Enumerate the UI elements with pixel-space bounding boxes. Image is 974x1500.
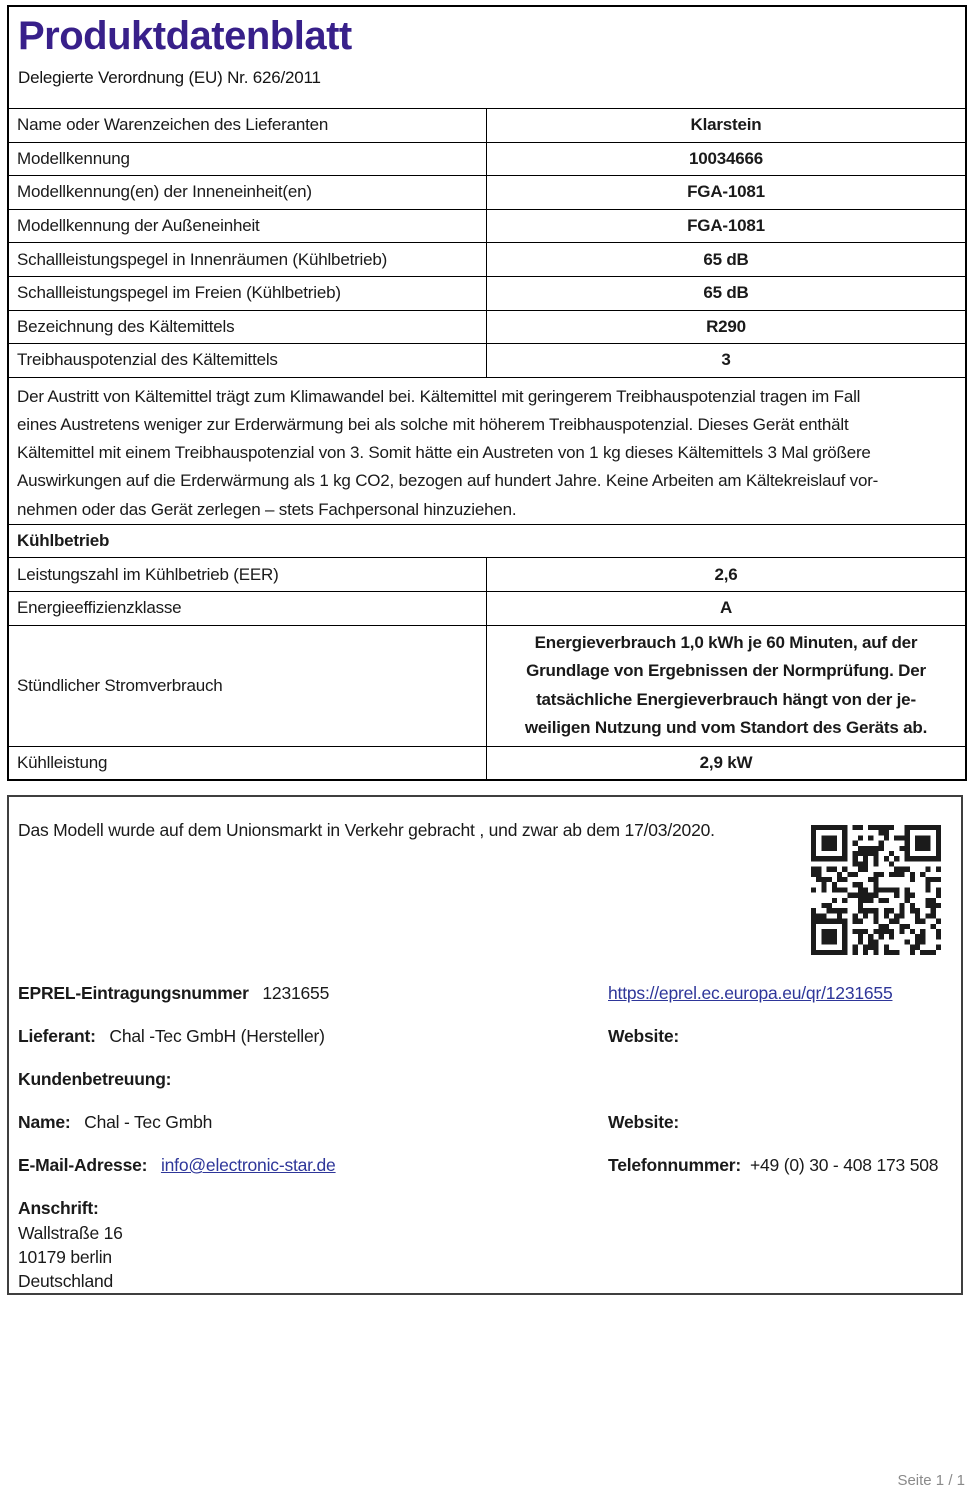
row-value: FGA-1081: [687, 216, 765, 236]
table-row: [9, 175, 965, 209]
row-label: Kühlleistung: [9, 747, 487, 780]
page-number: Seite 1 / 1: [897, 1472, 965, 1489]
customer-service-row: [18, 1069, 952, 1091]
row-value: R290: [706, 316, 746, 336]
website-label: Website:: [608, 1112, 680, 1132]
note-line: Kältemittel mit einem Treibhauspotenzial von 3. Somit hätte ein Austreten von 1 kg dieses Kältemittels 3 Mal größere: [17, 443, 871, 463]
row-label: Schallleistungspegel im Freien (Kühlbetrieb): [9, 277, 487, 310]
supplier-value: Chal -Tec GmbH (Hersteller): [109, 1026, 325, 1046]
row-value: FGA-1081: [687, 182, 765, 202]
eprel-label: EPREL-Eintragungsnummer: [18, 983, 249, 1003]
row-value: 3: [721, 350, 731, 370]
note-line: eines Austretens weniger zur Erderwärmung bei als solche mit höherem Treibhauspotenzial. Dieses Gerät enthält: [17, 414, 849, 434]
title-block: [9, 7, 965, 108]
row-value: 10034666: [688, 148, 764, 168]
row-value: 2,9 kW: [699, 752, 753, 772]
value-line: tatsächliche Energieverbrauch hängt von der je-: [536, 689, 916, 709]
row-value: 65 dB: [703, 283, 749, 303]
phone-label: Telefonnummer:: [608, 1155, 741, 1175]
spec-table: [7, 5, 967, 781]
row-label: Leistungszahl im Kühlbetrieb (EER): [9, 558, 487, 591]
page-subtitle: Delegierte Verordnung (EU) Nr. 626/2011: [18, 68, 321, 87]
table-row: [9, 108, 965, 142]
row-label: Modellkennung(en) der Inneneinheit(en): [9, 176, 487, 209]
qr-code: [811, 825, 941, 955]
row-value: A: [719, 598, 733, 618]
contact-name-row: [18, 1112, 952, 1134]
section-title: Kühlbetrieb: [17, 531, 110, 551]
row-label: Stündlicher Stromverbrauch: [9, 626, 487, 746]
row-value: [487, 629, 965, 743]
note-line: Auswirkungen auf die Erderwärmung als 1 kg CO2, bezogen auf hundert Jahre. Keine Arbeiten am Kältekreislauf vor-: [17, 471, 879, 491]
address-line: Wallstraße 16: [18, 1223, 123, 1243]
table-row: [9, 242, 965, 276]
table-row: [9, 276, 965, 310]
row-label: Name oder Warenzeichen des Lieferanten: [9, 109, 487, 142]
supplier-row: [18, 1026, 952, 1048]
email-link[interactable]: info@electronic-star.de: [160, 1155, 336, 1175]
name-value: Chal - Tec Gmbh: [84, 1112, 213, 1132]
value-line: Grundlage von Ergebnissen der Normprüfung. Der: [526, 661, 926, 681]
row-label: Treibhauspotenzial des Kältemittels: [9, 344, 487, 377]
table-row: [9, 625, 965, 746]
section-header-kuehlbetrieb: [9, 524, 965, 558]
note-line: nehmen oder das Gerät zerlegen – stets Fachpersonal hinzuziehen.: [17, 499, 517, 519]
row-label: Schallleistungspegel in Innenräumen (Kühlbetrieb): [9, 243, 487, 276]
email-row: [18, 1155, 952, 1177]
table-row: [9, 142, 965, 176]
row-label: Modellkennung: [9, 143, 487, 176]
row-value: Klarstein: [690, 115, 762, 135]
address-line: 10179 berlin: [18, 1247, 112, 1267]
page-title: Produktdatenblatt: [18, 14, 352, 58]
name-label: Name:: [18, 1112, 71, 1132]
address-header-row: [18, 1198, 952, 1220]
customer-service-label: Kundenbetreuung:: [18, 1069, 172, 1089]
table-row: [9, 209, 965, 243]
website-label: Website:: [608, 1026, 680, 1046]
row-label: Bezeichnung des Kältemittels: [9, 311, 487, 344]
value-line: weiligen Nutzung und vom Standort des Geräts ab.: [524, 718, 928, 738]
table-row: [9, 591, 965, 625]
value-line: Energieverbrauch 1,0 kWh je 60 Minuten, auf der: [534, 632, 918, 652]
row-label: Modellkennung der Außeneinheit: [9, 210, 487, 243]
supplier-label: Lieferant:: [18, 1026, 96, 1046]
row-value: 65 dB: [703, 249, 749, 269]
refrigerant-gwp-note: [9, 377, 965, 524]
table-row: [9, 310, 965, 344]
address-label: Anschrift:: [18, 1198, 99, 1218]
row-value: 2,6: [714, 564, 738, 584]
address-line: Deutschland: [18, 1271, 114, 1291]
row-label: Energieeffizienzklasse: [9, 592, 487, 625]
eprel-link[interactable]: https://eprel.ec.europa.eu/qr/1231655: [608, 983, 893, 1003]
phone: [608, 1155, 938, 1176]
email-label: E-Mail-Adresse:: [18, 1155, 148, 1175]
table-row: [9, 343, 965, 377]
eprel-row: [18, 983, 952, 1005]
market-info-box: [7, 795, 963, 1295]
placed-on-market-text: Das Modell wurde auf dem Unionsmarkt in Verkehr gebracht , und zwar ab dem 17/03/2020.: [18, 820, 715, 840]
table-row: [9, 746, 965, 780]
eprel-number: 1231655: [262, 983, 330, 1003]
phone-value: +49 (0) 30 - 408 173 508: [750, 1155, 939, 1175]
table-row: [9, 557, 965, 591]
note-line: Der Austritt von Kältemittel trägt zum Klimawandel bei. Kältemittel mit geringerem Treibhauspotenzial tragen im Fall: [17, 386, 861, 406]
